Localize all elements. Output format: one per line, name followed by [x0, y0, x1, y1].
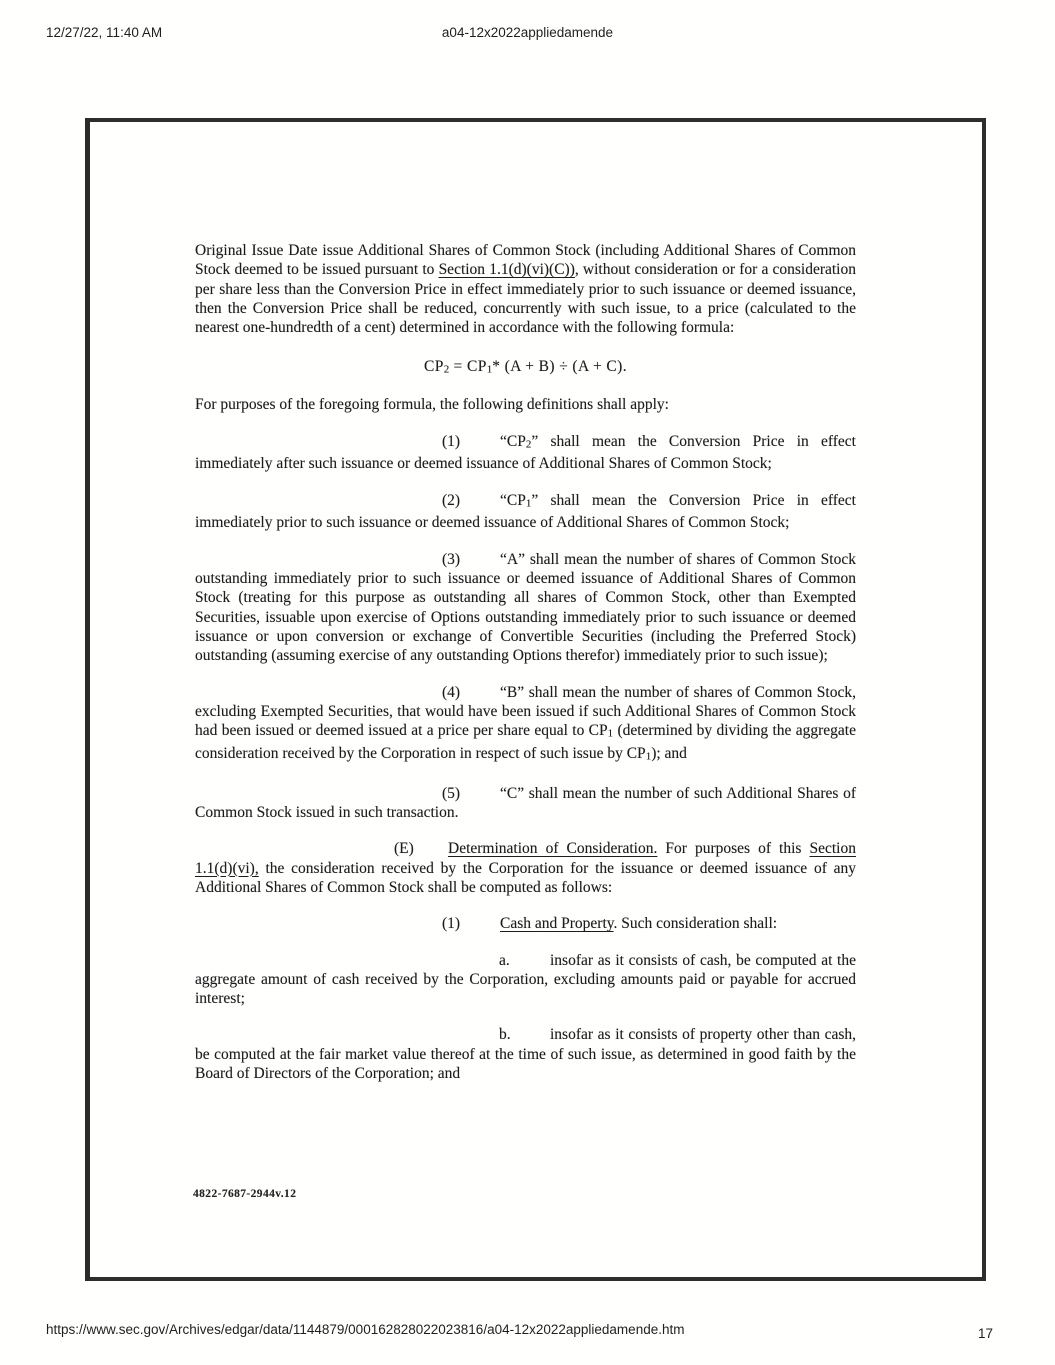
definition-cp2: (1) “CP2” shall mean the Conversion Price in effect immediately after such issuance or deemed issuance of Additional Shares of Common Stock; — [195, 432, 856, 473]
page-number: 17 — [977, 1326, 993, 1341]
heading-cash-and-property: Cash and Property — [500, 915, 614, 933]
definition-b: (4) “B” shall mean the number of shares of Common Stock, excluding Exempted Securities, that would have been issued if such Additional Shares of Common Stock had been issued or deemed issued at a price per share equal to CP1 (determined by dividing the aggregate consideration received by the Corporation in respect of such issue by CP1); and — [195, 683, 856, 763]
item-number: (E) — [394, 840, 414, 858]
print-footer — [0, 1322, 1055, 1342]
print-source-url: https://www.sec.gov/Archives/edgar/data/1144879/000162828022023816/a04-12x2022appliedamende.htm — [46, 1322, 685, 1337]
heading-determination-of-consideration: Determination of Consideration. — [448, 840, 658, 858]
clause-b-property: b. insofar as it consists of property other than cash, be computed at the fair market value thereof at the time of such issue, as determined in good faith by the Board of Directors of the Corporation; and — [195, 1026, 856, 1082]
clause-a-cash: a. insofar as it consists of cash, be computed at the aggregate amount of cash received by the Corporation, excluding amounts paid or payable for accrued interest; — [195, 951, 856, 1008]
item-number: (1) — [442, 432, 461, 450]
item-number: (4) — [442, 683, 461, 701]
definition-a: (3) “A” shall mean the number of shares of Common Stock outstanding immediately prior to such issuance or deemed issuance of Additional Shares of Common Stock (treating for this purpose as outstanding all shares of Common Stock, other than Exempted Securities, issuable upon exercise of Options outstanding immediately prior to such issuance or deemed issuance or upon conversion or exchange of Convertible Securities (including the Preferred Stock) outstanding (assuming exercise of any outstanding Options therefor) immediately prior to such issue); — [195, 550, 856, 665]
print-datetime: 12/27/22, 11:40 AM — [46, 25, 163, 40]
definition-cp1: (2) “CP1” shall mean the Conversion Price in effect immediately prior to such issuance or deemed issuance of Additional Shares of Common Stock; — [195, 491, 856, 532]
section-e-determination: (E) Determination of Consideration. For purposes of this Section 1.1(d)(vi), the consideration received by the Corporation for the issuance or deemed issuance of any Additional Shares of Common Stock shall be computed as follows: — [195, 840, 856, 896]
intro-text-cont: , without consideration or for a consideration per share less than the Conversion Price in effect immediately prior to such issuance or deemed issuance, then the Conversion Price shall be reduced, concurrently with such issue, to a price (calculated to the nearest one-hundredth of a cent) determined in accordance with the following formula: — [195, 261, 856, 337]
intro-text: Original Issue Date issue Additional Shares of Common Stock (including Additional Shares of Common Stock deemed to be issued pursuant to — [195, 242, 856, 279]
item-number: (1) — [442, 915, 461, 933]
item-letter: b. — [499, 1026, 511, 1044]
print-header — [0, 25, 1055, 45]
section-reference-link: Section 1.1(d)(vi), — [195, 840, 856, 877]
item-number: (5) — [442, 784, 461, 802]
item-number: (2) — [442, 491, 461, 509]
document-control-number: 4822-7687-2944v.12 — [193, 1188, 297, 1200]
print-document-title: a04-12x2022appliedamende — [441, 25, 614, 40]
document-body — [195, 241, 856, 1100]
section-reference-link: Section 1.1(d)(vi)(C)) — [438, 261, 575, 279]
clause-cash-and-property: (1) Cash and Property. Such consideration shall: — [442, 915, 778, 933]
item-number: (3) — [442, 550, 461, 568]
paragraph-intro — [195, 241, 856, 337]
item-letter: a. — [499, 951, 510, 969]
definition-c: (5) “C” shall mean the number of such Additional Shares of Common Stock issued in such transaction. — [195, 784, 856, 822]
conversion-price-formula: CP2 = CP1* (A + B) ÷ (A + C). — [424, 358, 627, 376]
definitions-intro: For purposes of the foregoing formula, the following definitions shall apply: — [195, 396, 669, 414]
